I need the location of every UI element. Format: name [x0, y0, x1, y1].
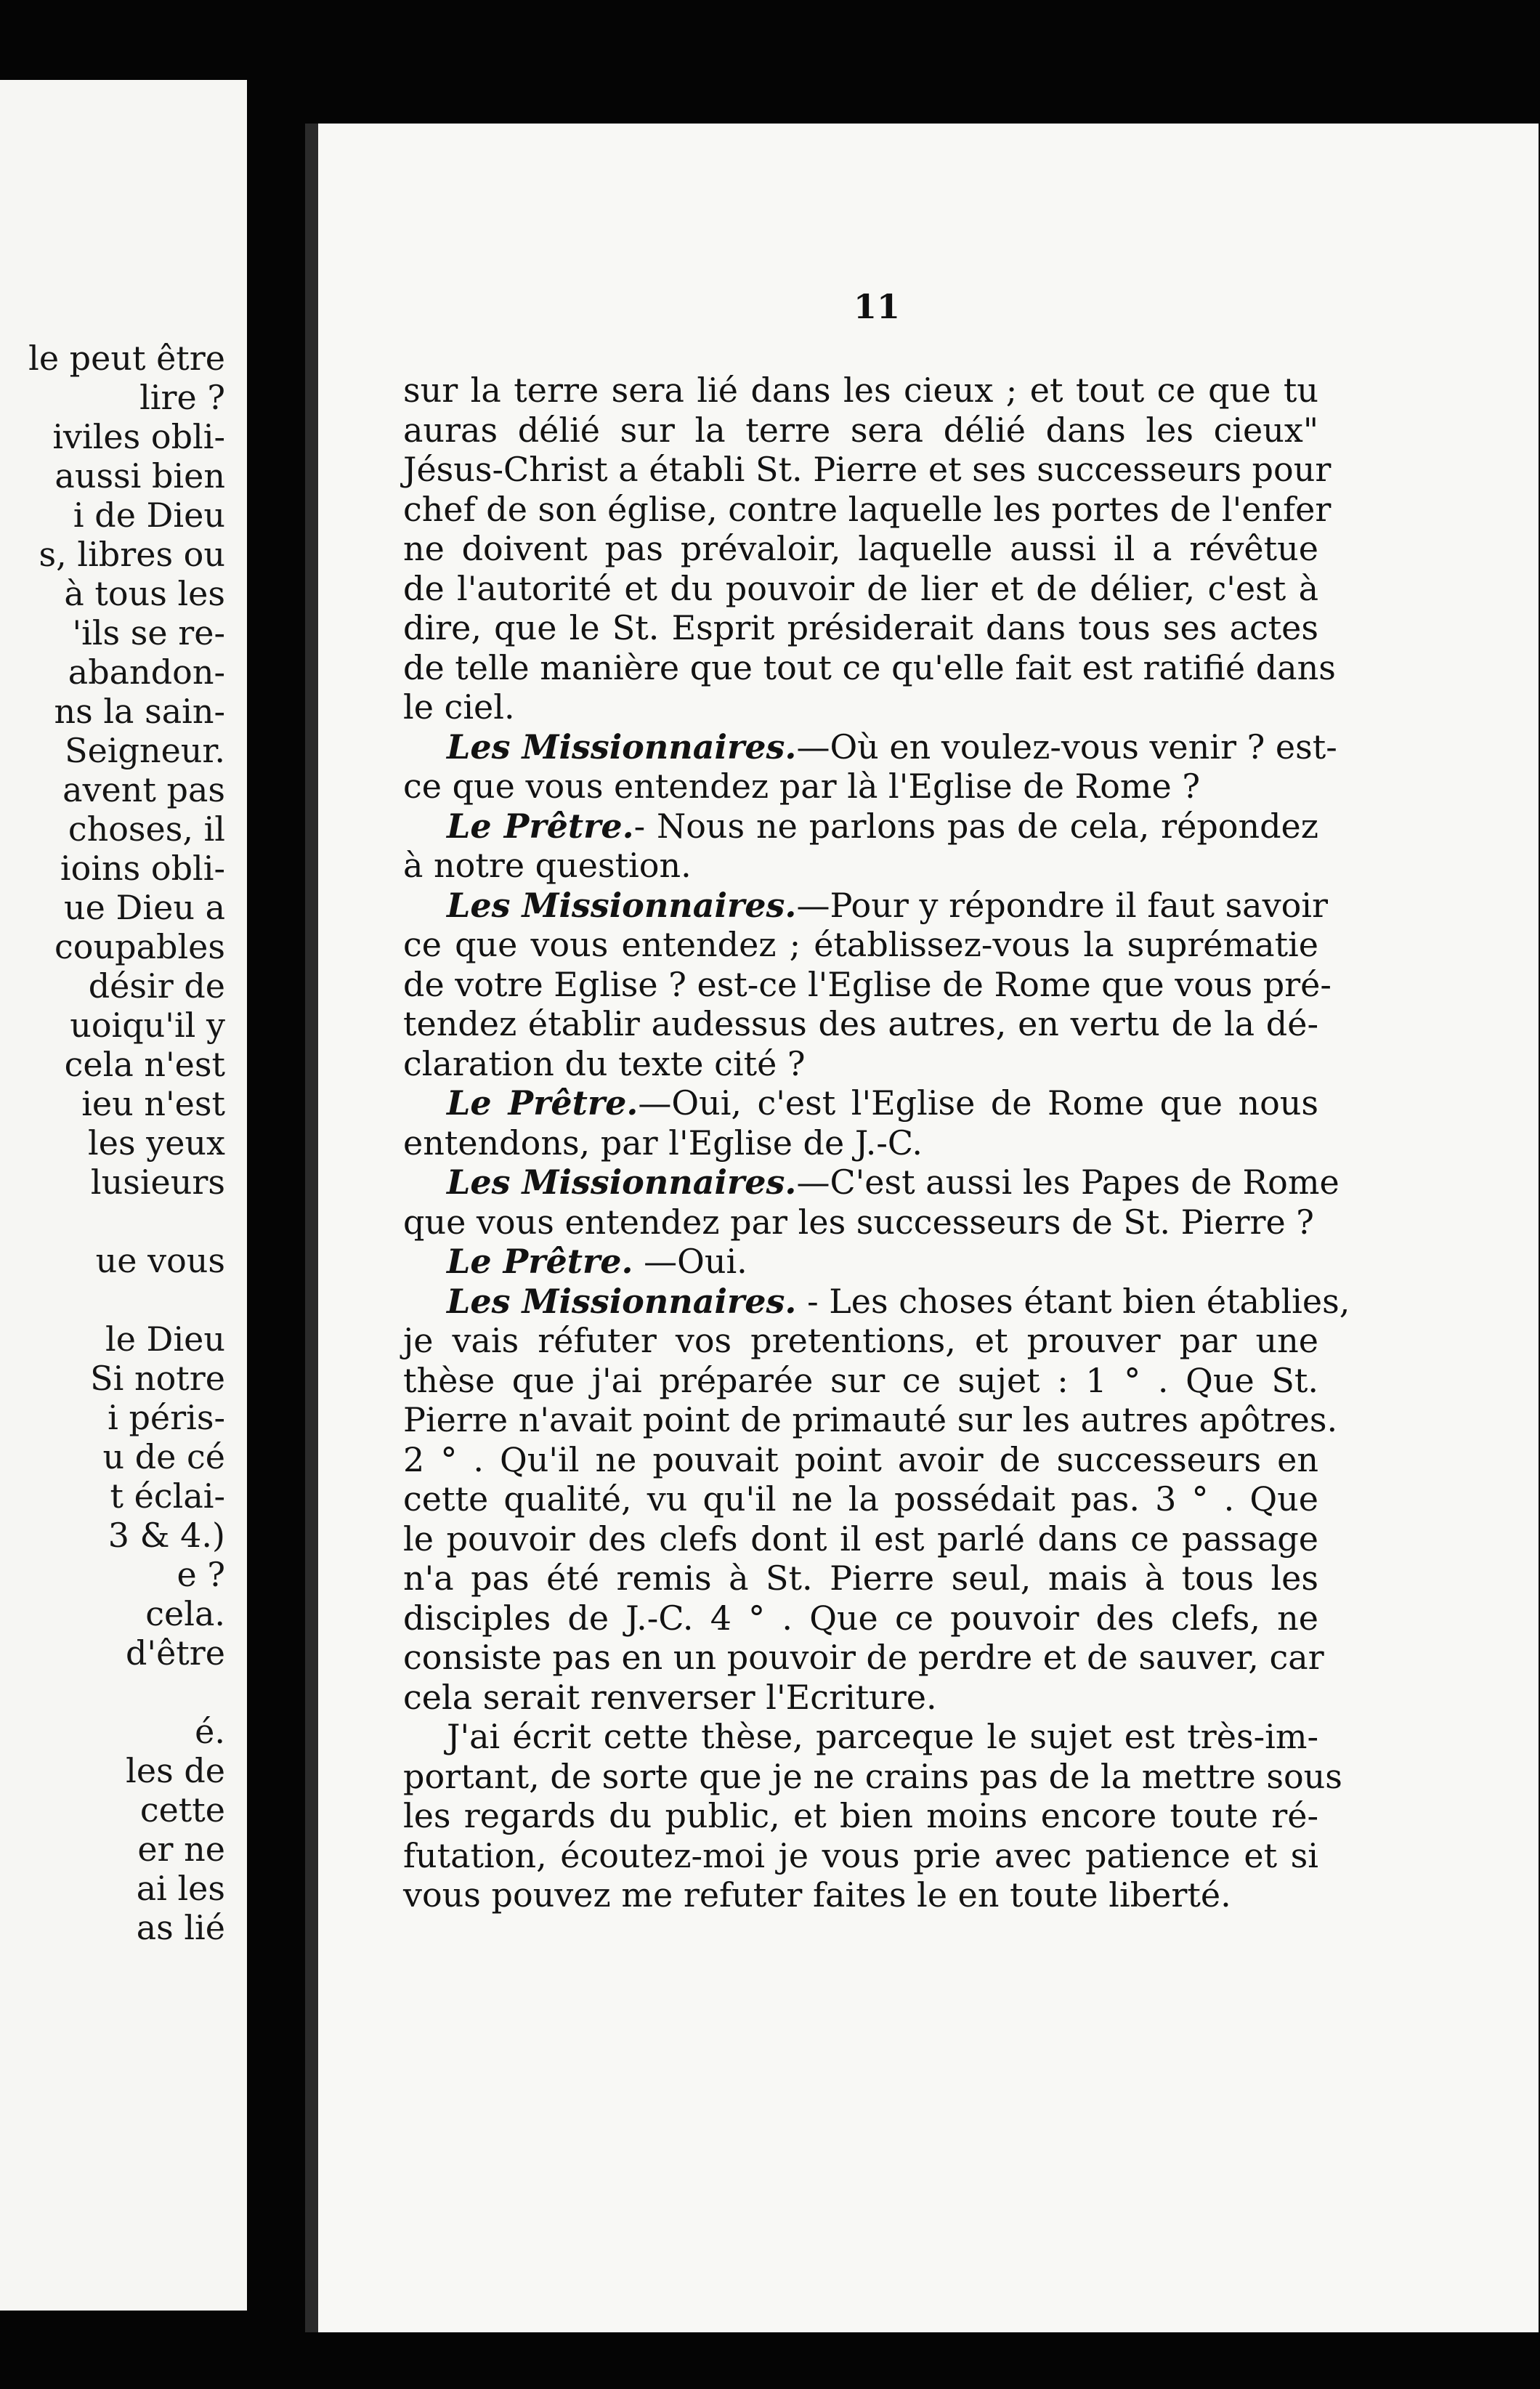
- left-page-line: t éclai-: [110, 1476, 225, 1516]
- left-page-line: Seigneur.: [65, 731, 225, 770]
- left-page-line: as lié: [136, 1908, 225, 1947]
- text-line: [403, 767, 1318, 807]
- line-text: n'a pas été remis à St. Pierre seul, mais à tous les: [403, 1559, 1318, 1598]
- line-text: cela serait renverser l'Ecriture.: [403, 1677, 937, 1717]
- left-page-line: s, libres ou: [38, 535, 225, 574]
- left-page-line: ai les: [136, 1869, 225, 1908]
- left-page-line: er ne: [137, 1830, 225, 1869]
- left-page-line: ue Dieu a: [64, 888, 225, 927]
- left-page-line: ue vous: [95, 1241, 225, 1280]
- page-text: [403, 371, 1350, 1915]
- speaker-name: Les Missionnaires.: [447, 727, 797, 767]
- left-page-line: iviles obli-: [52, 417, 225, 456]
- text-line: [403, 1875, 1318, 1915]
- speaker-name: Le Prêtre.: [447, 806, 634, 846]
- text-line: [403, 1004, 1318, 1044]
- text-line: [403, 489, 1332, 530]
- line-text: disciples de J.-C. 4 ° . Que ce pouvoir des clefs, ne: [403, 1598, 1318, 1638]
- speaker-name: Les Missionnaires.: [447, 1281, 797, 1321]
- text-line: [403, 1361, 1318, 1401]
- left-page-line: coupables: [54, 927, 225, 966]
- text-line: [403, 1044, 1318, 1084]
- text-line: [403, 647, 1336, 688]
- line-text: à notre question.: [403, 846, 692, 885]
- line-text: —Pour y répondre il faut savoir: [796, 885, 1328, 925]
- left-page-line: le peut être: [28, 339, 225, 378]
- speaker-name: Les Missionnaires.: [447, 1163, 797, 1202]
- text-line: [403, 885, 1328, 926]
- text-line: [403, 1123, 1318, 1163]
- line-text: vous pouvez me refuter faites le en toute liberté.: [403, 1875, 1231, 1915]
- line-text: —Oui, c'est l'Eglise de Rome que nous: [638, 1083, 1319, 1123]
- left-page-line: les de: [126, 1751, 225, 1790]
- left-page-line: Si notre: [90, 1359, 225, 1398]
- left-page-line: désir de: [88, 966, 225, 1006]
- text-line: [403, 1836, 1318, 1876]
- text-line: [403, 608, 1318, 648]
- text-line: [403, 1163, 1340, 1202]
- text-line: [403, 925, 1318, 965]
- left-page-line: aussi bien: [54, 456, 225, 496]
- line-text: de l'autorité et du pouvoir de lier et de délier, c'est à: [403, 568, 1318, 608]
- text-line: [403, 1717, 1318, 1757]
- line-text: dire, que le St. Esprit présiderait dans tous ses actes: [403, 608, 1318, 647]
- text-line: [403, 1242, 1318, 1282]
- left-page-line: les yeux: [88, 1123, 225, 1163]
- left-page-line: cette: [139, 1790, 225, 1830]
- text-line: [403, 450, 1332, 490]
- text-line: [403, 1559, 1318, 1598]
- text-line: [403, 964, 1332, 1005]
- left-page-line: cela n'est: [64, 1045, 225, 1084]
- text-line: [403, 529, 1318, 569]
- text-line: [403, 846, 1318, 886]
- line-text: de telle manière que tout ce qu'elle fait est ratifié dans: [403, 647, 1336, 687]
- line-text: le pouvoir des clefs dont il est parlé dans ce passage: [403, 1519, 1318, 1559]
- line-text: —Où en voulez-vous venir ? est-: [796, 727, 1337, 767]
- line-text: - Nous ne parlons pas de cela, répondez: [633, 806, 1318, 846]
- line-text: ce que vous entendez par là l'Eglise de Rome ?: [403, 767, 1201, 806]
- text-line: [403, 1400, 1338, 1440]
- text-line: [403, 1479, 1318, 1519]
- left-page-line: 3 & 4.): [108, 1516, 225, 1555]
- page-number: 11: [854, 287, 901, 326]
- line-text: Jésus-Christ a établi St. Pierre et ses successeurs pour: [403, 450, 1332, 489]
- line-text: que vous entendez par les successeurs de St. Pierre ?: [403, 1202, 1314, 1242]
- line-text: tendez établir audessus des autres, en vertu de la dé-: [403, 1004, 1318, 1043]
- line-text: auras délié sur la terre sera délié dans les cieux": [403, 410, 1318, 450]
- left-page-line: avent pas: [62, 770, 225, 809]
- left-page-line: ioins obli-: [60, 849, 225, 888]
- speaker-name: Le Prêtre.: [447, 1242, 633, 1281]
- left-page-line: é.: [195, 1712, 225, 1751]
- line-text: les regards du public, et bien moins encore toute ré-: [403, 1796, 1318, 1835]
- left-page-line: le Dieu: [105, 1319, 225, 1359]
- text-line: [403, 411, 1318, 450]
- left-page-line: uoiqu'il y: [70, 1006, 225, 1045]
- text-line: [403, 1638, 1324, 1678]
- left-page-line: à tous les: [64, 574, 225, 613]
- text-line: [403, 1796, 1318, 1836]
- left-page-line: ieu n'est: [81, 1084, 225, 1123]
- left-page-line: u de cé: [102, 1437, 225, 1476]
- line-text: de votre Eglise ? est-ce l'Eglise de Rome que vous pré-: [403, 964, 1332, 1004]
- text-line: [403, 687, 1318, 727]
- left-page-line: ns la sain-: [54, 692, 225, 731]
- line-text: consiste pas en un pouvoir de perdre et de sauver, car: [403, 1638, 1324, 1677]
- line-text: Pierre n'avait point de primauté sur les autres apôtres.: [403, 1400, 1338, 1439]
- line-text: sur la terre sera lié dans les cieux ; et tout ce que tu: [403, 371, 1318, 410]
- text-line: [403, 1083, 1318, 1123]
- text-line: [403, 807, 1318, 846]
- text-line: [403, 1440, 1318, 1480]
- line-text: J'ai écrit cette thèse, parceque le sujet est très-im-: [447, 1717, 1318, 1756]
- speaker-name: Les Missionnaires.: [447, 885, 797, 925]
- line-text: 2 ° . Qu'il ne pouvait point avoir de successeurs en: [403, 1439, 1318, 1479]
- left-page-line: i de Dieu: [73, 496, 225, 535]
- text-line: [403, 1678, 1318, 1718]
- line-text: ce que vous entendez ; établissez-vous la suprématie: [403, 925, 1318, 964]
- text-line: [403, 727, 1337, 767]
- line-text: - Les choses étant bien établies,: [796, 1281, 1350, 1321]
- left-page-line: lusieurs: [90, 1163, 225, 1202]
- left-page-line: e ?: [177, 1555, 225, 1594]
- text-line: [403, 569, 1318, 609]
- text-line: [403, 1321, 1318, 1361]
- line-text: claration du texte cité ?: [403, 1043, 806, 1083]
- line-text: thèse que j'ai préparée sur ce sujet : 1 ° . Que St.: [403, 1360, 1318, 1400]
- text-line: [403, 1202, 1318, 1242]
- left-page-line: lire ?: [139, 378, 225, 417]
- line-text: le ciel.: [403, 687, 515, 727]
- text-line: [403, 1756, 1342, 1797]
- text-line: [403, 1519, 1318, 1559]
- left-page-line: 'ils se re-: [72, 613, 225, 652]
- line-text: chef de son église, contre laquelle les portes de l'enfer: [403, 489, 1332, 529]
- line-text: —Oui.: [633, 1242, 747, 1281]
- left-page-line: cela.: [145, 1594, 225, 1633]
- line-text: —C'est aussi les Papes de Rome: [796, 1163, 1340, 1202]
- speaker-name: Le Prêtre.: [447, 1083, 639, 1123]
- line-text: je vais réfuter vos pretentions, et prouver par une: [403, 1321, 1318, 1360]
- line-text: portant, de sorte que je ne crains pas de la mettre sous: [403, 1756, 1342, 1796]
- left-page-line: choses, il: [68, 809, 225, 849]
- text-line: [403, 1281, 1350, 1322]
- line-text: cette qualité, vu qu'il ne la possédait pas. 3 ° . Que: [403, 1479, 1318, 1519]
- text-line: [403, 371, 1318, 411]
- left-page-line: abandon-: [68, 652, 225, 692]
- line-text: futation, écoutez-moi je vous prie avec patience et si: [403, 1835, 1318, 1875]
- left-page-line: i péris-: [108, 1398, 225, 1437]
- text-line: [403, 1598, 1318, 1638]
- line-text: ne doivent pas prévaloir, laquelle aussi il a révêtue: [403, 529, 1318, 568]
- left-page-fragment: [0, 80, 247, 2311]
- left-page-line: d'être: [125, 1633, 225, 1673]
- line-text: entendons, par l'Eglise de J.-C.: [403, 1123, 923, 1163]
